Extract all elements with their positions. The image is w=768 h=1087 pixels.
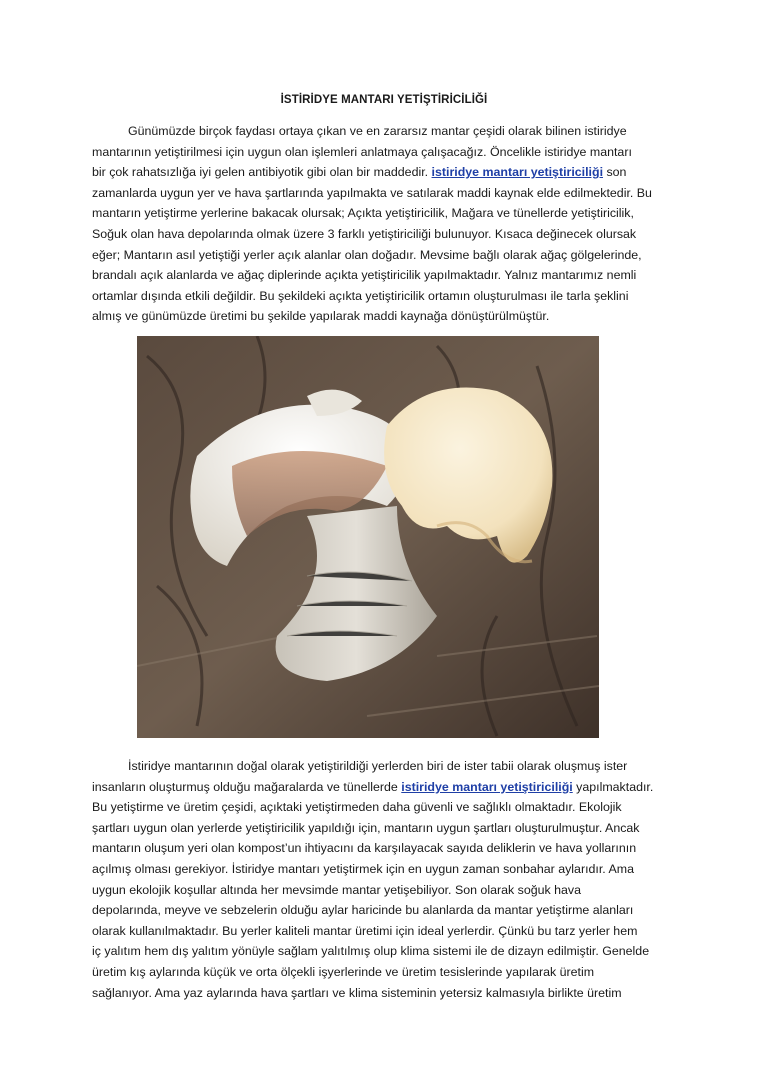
text-line: İstiridye mantarının doğal olarak yetiştirildiği yerlerden biri de ister tabii olarak oluşmuş ister <box>128 759 628 773</box>
paragraph-1 <box>92 121 692 327</box>
text-line: zamanlarda uygun yer ve hava şartlarında yapılmakta ve satılarak maddi kaynak elde edilmektedir. Bu <box>92 185 652 200</box>
text-line: Bu yetiştirme ve üretim çeşidi, açıktaki yetiştirmeden daha güvenli ve sağlıklı olmaktadır. Ekolojik <box>92 800 622 815</box>
document-title: İSTİRİDYE MANTARI YETİŞTİRİCİLİĞİ <box>280 94 488 106</box>
text-span: insanların oluşturmuş olduğu mağaralarda ve tünellerde <box>92 779 402 794</box>
text-line <box>92 777 692 798</box>
text-line: mantarın oluşum yeri olan kompost’un ihtiyacını da karşılayacak sayıda deliklerin ve hava yollarının <box>92 841 637 856</box>
text-line: üretim kış aylarında küçük ve orta ölçekli işyerlerinde ve üretim tesislerinde yapılarak üretim <box>92 964 595 979</box>
text-line: mantarın yetiştirme yerlerine bakacak olursak; Açıkta yetiştiricilik, Mağara ve tünellerde yetiştiricilik, <box>92 206 634 221</box>
text-line: şartları uygun olan yerlerde yetiştiricilik yapıldığı için, mantarın uygun şartları oluşturulmuştur. Ancak <box>92 820 640 835</box>
text-line: Günümüzde birçok faydası ortaya çıkan ve en zararsız mantar çeşidi olarak bilinen istiridye <box>128 124 627 138</box>
text-line: ortamlar dışında etkili değildir. Bu şekildeki açıkta yetiştiricilik ortamın oluşturulması ile tarla şeklini <box>92 288 629 303</box>
text-span: yapılmaktadır. <box>572 779 654 794</box>
text-line: almış ve günümüzde üretimi bu şekilde yapılarak maddi kaynağa dönüştürülmüştür. <box>92 309 550 324</box>
text-line: uygun ekolojik koşullar altında her mevsimde mantar yetişebiliyor. Son olarak soğuk hava <box>92 882 581 897</box>
text-line: depolarında, meyve ve sebzelerin olduğu aylar haricinde bu alanlarda da mantar yetiştirme alanları <box>92 903 634 918</box>
text-span: son <box>603 165 627 180</box>
text-line: mantarının yetiştirilmesi için uygun olan işlemleri anlatmaya çalışacağız. Öncelikle istiridye mantarı <box>92 144 632 159</box>
text-line: açılmış olması gerekiyor. İstiridye mantarı yetiştirmek için en uygun zaman sonbahar aylarıdır. Ama <box>92 861 634 876</box>
istiridye-link-1[interactable]: istiridye mantarı yetiştiriciliği <box>431 165 604 180</box>
mushroom-illustration <box>137 336 599 738</box>
text-span: bir çok rahatsızlığa iyi gelen antibiyotik gibi olan bir maddedir. <box>92 165 432 180</box>
istiridye-link-2[interactable]: istiridye mantarı yetiştiriciliği <box>401 779 573 794</box>
text-line: sağlanıyor. Ama yaz aylarında hava şartları ve klima sisteminin yetersiz kalmasıyla birlikte üretim <box>92 985 622 1000</box>
text-line: eğer; Mantarın asıl yetiştiği yerler açık alanlar olan doğadır. Mevsime bağlı olarak ağaç gölgelerinde, <box>92 247 642 262</box>
paragraph-2 <box>92 756 692 1003</box>
text-line <box>92 162 692 183</box>
text-line: brandalı açık alanlarda ve ağaç diplerinde açıkta yetiştiricilik yapılmaktadır. Yalnız mantarımız nemli <box>92 268 637 283</box>
text-line: olarak kullanılmaktadır. Bu yerler kaliteli mantar üretimi için ideal yerlerdir. Çünkü bu tarz yerler hem <box>92 923 638 938</box>
text-line: Soğuk olan hava depolarında olmak üzere 3 farklı yetiştiriciliği bulunuyor. Kısaca değinecek olursak <box>92 226 637 241</box>
mushroom-photo <box>137 336 599 738</box>
text-line: iç yalıtım hem dış yalıtım yönüyle sağlam yalıtılmış olup klima sistemi ile de dizayn edilmiştir. Genelde <box>92 944 650 959</box>
